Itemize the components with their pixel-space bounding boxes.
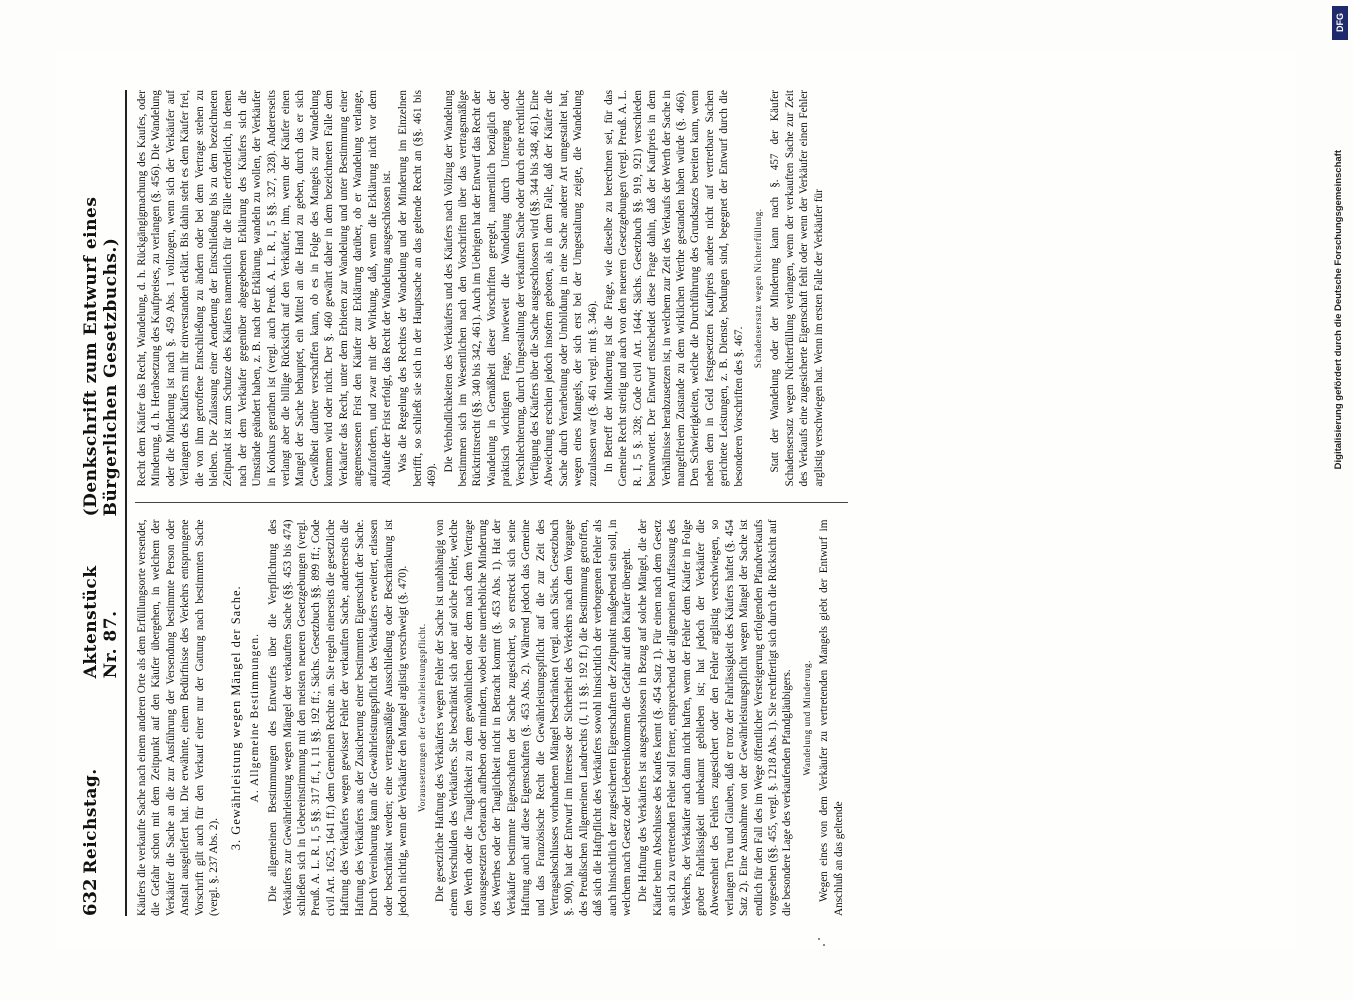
paragraph: Was die Regelung des Rechtes der Wandelung und der Minderung im Einzelnen betrifft, so schließt sie sich in der Hauptsache an das geltende Recht an (§§. 461 bis 469). bbox=[397, 90, 439, 487]
right-column bbox=[135, 90, 848, 487]
paragraph: Die Verbindlichkeiten des Verkäufers und des Käufers nach Vollzug der Wandelung bestimmen sich im Wesentlichen nach den Vorschriften über das vertragsmäßige Rücktrittsrecht (§§. 340 bis 342, 461). Auch im Uebrigen hat der Entwurf das Recht der Wandelung in Gemäßheit dieser Vorschriften geregelt, namentlich bezüglich der praktisch wichtigen Frage, inwieweit die Wandelung durch Untergang oder Verschlechterung, durch Umgestaltung der verkauften Sache oder durch eine rechtliche Verfügung des Käufers über die Sache ausgeschlossen wird (§§. 344 bis 348, 461). Eine Abweichung erschien jedoch insofern geboten, als in dem Falle, daß der Käufer die Sache durch Verarbeitung oder Umbildung in eine Sache anderer Art umgestaltet hat, wegen eines Mangels, der sich erst bei der Umgestaltung zeigte, die Wandelung zuzulassen war (§. 461 vergl. mit §. 346). bbox=[442, 90, 599, 487]
small-heading: Schadensersatz wegen Nichterfüllung. bbox=[753, 208, 764, 369]
scan-speck bbox=[823, 944, 825, 946]
header-middle: Aktenstück Nr. 87. bbox=[81, 565, 121, 679]
left-column bbox=[135, 520, 848, 917]
paragraph: Die Haftung des Verkäufers ist ausgeschlossen in Bezug auf solche Mängel, die der Käufer beim Abschlusse des Kaufes kennt (§. 454 Satz 1). Für einen nach dem Gesetz an sich zu vertretenden Fehler soll ferner, entsprechend der allgemeinen Auffassung des Verkehrs, der Verkäufer auch dann nicht haften, wenn der Fehler dem Käufer in Folge grober Fahrlässigkeit unbekannt geblieben ist; hat jedoch der Verkäufer die Abwesenheit des Fehlers zugesichert oder den Fehler arglistig verschwiegen, so verlangen Treu und Glauben, daß er trotz der Fahrlässigkeit des Käufers haftet (§. 454 Satz 2). Eine Ausnahme von der Gewährleistungspflicht wegen Mängel der Sache ist endlich für den Fall des im Wege öffentlicher Versteigerung erfolgenden Pfandverkaufs vorgesehen (§§. 455, vergl. §. 1218 Abs. 1). Sie rechtfertigt sich durch die Rücksicht auf die besondere Lage des verkaufenden Pfandgläubigers. bbox=[637, 519, 794, 916]
subsection-heading: A. Allgemeine Bestimmungen. bbox=[248, 633, 261, 803]
small-heading: Wandelung und Minderung. bbox=[801, 660, 812, 776]
small-heading: Voraussetzungen der Gewährleistungspflicht. bbox=[417, 623, 428, 813]
dfg-logo: DFG bbox=[1332, 6, 1348, 40]
paragraph: Statt der Wandelung oder der Minderung kann nach §. 457 der Käufer Schadensersatz wegen Nichterfüllung verlangen, wenn der verkauften Sache zur Zeit des Verkaufs eine zugesicherte Eigenschaft fehlt oder wenn der Verkäufer einen Fehler arglistig verschwiegen hat. Wenn im ersten Falle der Verkäufer für bbox=[769, 90, 825, 487]
credit-text: Digitalisierung gefördert durch die Deutsche Forschungsgemeinschaft bbox=[1333, 150, 1344, 470]
page-header bbox=[80, 90, 127, 916]
column-divider bbox=[135, 503, 848, 504]
paragraph: Die allgemeinen Bestimmungen des Entwurfes über die Verpflichtung des Verkäufers zur Gewährleistung wegen Mängel der verkauften Sache (§§. 453 bis 474) schließen sich in Uebereinstimmung mit den meisten neueren Gesetzgebungen (vergl. Preuß. A. L. R. I, 5 §§. 317 ff., I, 11 §§. 192 ff.; Sächs. Gesetzbuch §§. 899 ff.; Code civil Art. 1625, 1641 ff.) dem Gemeinen Rechte an. Sie regeln einerseits die gesetzliche Haftung des Verkäufers wegen gewisser Fehler der verkauften Sache, andererseits die Haftung des Verkäufers aus der Zusicherung einer bestimmten Eigenschaft der Sache. Durch Vereinbarung kann die Gewährleistungspflicht des Verkäufers erweitert, erlassen oder beschränkt werden; eine vertragsmäßige Ausschließung oder Beschränkung ist jedoch nichtig, wenn der Verkäufer den Mangel arglistig verschweigt (§. 470). bbox=[267, 519, 409, 916]
header-right: (Denkschrift zum Entwurf eines Bürgerlichen Gesetzbuchs.) bbox=[81, 196, 121, 517]
rotated-page bbox=[56, 50, 1296, 950]
paragraph: In Betreff der Minderung ist die Frage, wie dieselbe zu berechnen sei, für das Gemeine Recht streitig und auch von den neueren Gesetzgebungen (vergl. Preuß. A. L. R. I, 5 §. 328; Code civil Art. 1644; Sächs. Gesetzbuch §§. 919, 921) verschieden beantwortet. Der Entwurf entscheidet diese Frage dahin, daß der Kaufpreis in dem Verhältnisse herabzusetzen ist, in welchem zur Zeit des Verkaufs der Werth der Sache in mangelfreiem Zustande zu dem wirklichen Werthe gestanden haben würde (§. 466). Den Schwierigkeiten, welche die Durchführung des Grundsatzes bereiten kann, wenn neben dem in Geld festgesetzten Kaufpreis andere nicht auf vertretbare Sachen gerichtete Leistungen, z. B. Dienste, bedungen sind, begegnet der Entwurf durch die besonderen Vorschriften des §. 467. bbox=[603, 90, 745, 487]
section-heading: 3. Gewährleistung wegen Mängel der Sache. bbox=[229, 585, 244, 851]
scan-speck bbox=[818, 938, 820, 940]
paragraph: Recht dem Käufer das Recht, Wandelung, d. h. Rückgängigmachung des Kaufes, oder Minderung, d. h. Herabsetzung des Kaufpreises, zu verlangen (§. 456). Die Wandelung oder die Minderung ist nach §. 459 Abs. 1 vollzogen, wenn sich der Verkäufer auf Verlangen des Käufers mit ihr einverstanden erklärt. Bis dahin steht es dem Käufer frei, die von ihm getroffene Entschließung zu ändern oder bei dem Vertrage stehen zu bleiben. Die Zulassung einer Aenderung der Entschließung bis zu dem bezeichneten Zeitpunkt ist zum Schutze des Käufers namentlich für die Fälle erforderlich, in denen nach der dem Verkäufer gegenüber abgegebenen Erklärung des Käufers sich die Umstände geändert haben, z. B. nach der Erklärung, wandeln zu wollen, der Verkäufer in Konkurs gerathen ist (vergl. auch Preuß. A. L. R. I, 5 §§. 327, 328). Andererseits verlangt aber die billige Rücksicht auf den Verkäufer, ihm, wenn der Käufer einen Mangel der Sache behauptet, ein Mittel an die Hand zu geben, durch das er sich Gewißheit darüber verschaffen kann, ob es in Folge des Mangels zur Wandelung kommen wird oder nicht. Der §. 460 gewährt daher in dem bezeichneten Falle dem Verkäufer das Recht, unter dem Erbieten zur Wandelung und unter Bestimmung einer angemessenen Frist den Käufer zur Erklärung darüber, ob er Wandelung verlange, aufzufordern, und zwar mit der Wirkung, daß, wenn die Erklärung nicht vor dem Ablaufe der Frist erfolgt, das Recht der Wandelung ausgeschlossen ist. bbox=[136, 90, 393, 487]
paragraph: Die gesetzliche Haftung des Verkäufers wegen Fehler der Sache ist unabhängig von einem Verschulden des Verkäufers. Sie beschränkt sich aber auf solche Fehler, welche den Werth oder die Tauglichkeit zu dem gewöhnlichen oder dem nach dem Vertrage vorausgesetzten Gebrauch aufheben oder mindern, wobei eine unerhebliche Minderung des Werthes oder der Tauglichkeit nicht in Betracht kommt (§. 453 Abs. 1). Hat der Verkäufer bestimmte Eigenschaften der Sache zugesichert, so erstreckt sich seine Haftung auch auf diese Eigenschaften (§. 453 Abs. 2). Während jedoch das Gemeine und das Französische Recht die Gewährleistungspflicht auf die zur Zeit des Vertragsabschlusses vorhandenen Mängel beschränken (vergl. auch Sächs. Gesetzbuch §. 900), hat der Entwurf im Interesse der Sicherheit des Verkehrs nach dem Vorgange des Preußischen Allgemeinen Landrechts (I, 11 §§. 192 ff.) die Bestimmung getroffen, daß sich die Haftpflicht des Verkäufers sowohl hinsichtlich der verborgenen Fehler als auch hinsichtlich der zugesicherten Eigenschaften der Zeitpunkt maßgebend sein soll, in welchem nach Gesetz oder Uebereinkommen die Gefahr auf den Käufer übergeht. bbox=[433, 519, 633, 916]
text-columns bbox=[135, 90, 848, 916]
paragraph: Käufers die verkaufte Sache nach einem anderen Orte als dem Erfüllungsorte versendet, die Gefahr schon mit dem Zeitpunkt auf den Käufer übergehen, in welchem der Verkäufer die Sache an die zur Ausführung der Versendung bestimmte Person oder Anstalt ausgeliefert hat. Die erwähnte, einem Bedürfnisse des Verkehrs entsprungene Vorschrift gilt auch für den Verkauf einer nur der Gattung nach bestimmten Sache (vergl. §. 237 Abs. 2). bbox=[136, 519, 221, 916]
digitization-credit bbox=[1331, 0, 1351, 1000]
paragraph: Wegen eines von dem Verkäufer zu vertretenden Mangels giebt der Entwurf im Anschluß an das geltende bbox=[818, 519, 845, 916]
page-number: 632 bbox=[80, 878, 101, 916]
header-left: Reichstag. bbox=[81, 768, 101, 874]
